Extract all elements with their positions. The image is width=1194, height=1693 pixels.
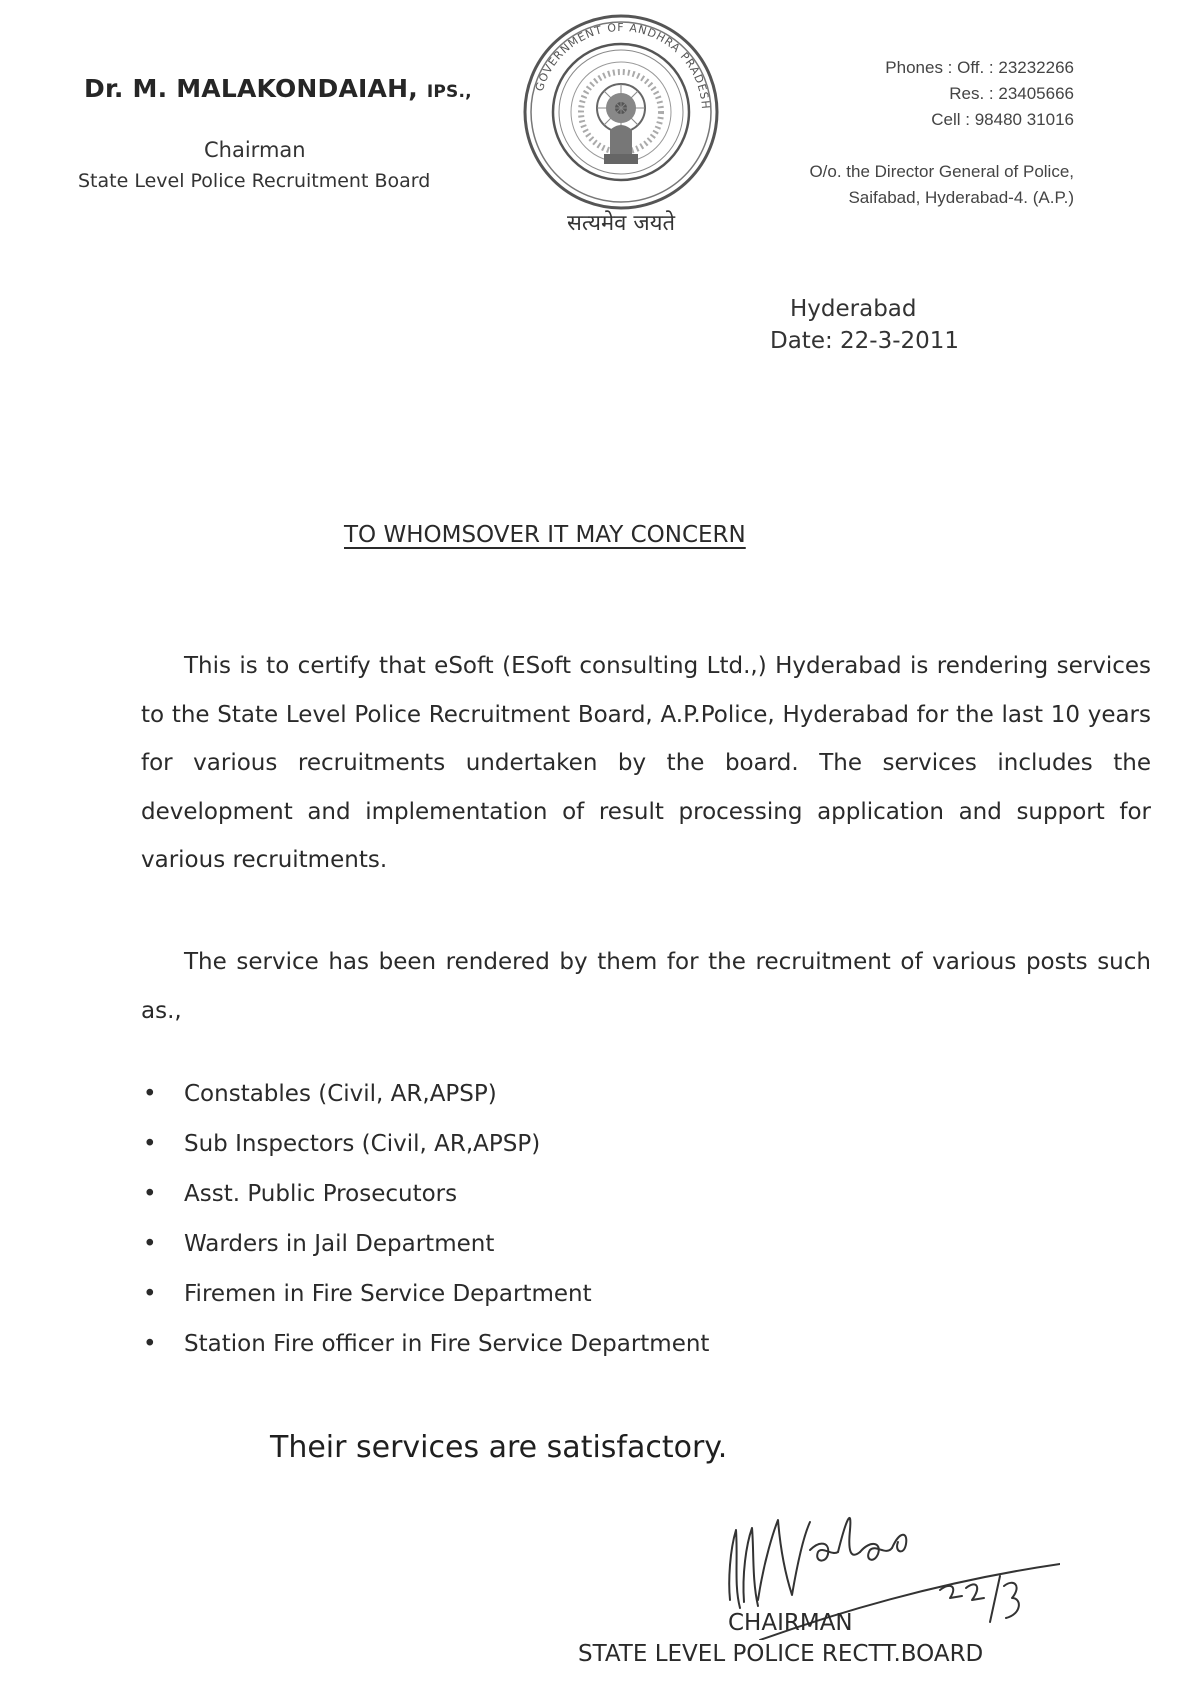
letter-date: Date: 22-3-2011	[770, 328, 960, 354]
chairman-name-suffix: IPS.,	[426, 82, 472, 102]
body-paragraph-2: The service has been rendered by them for the recruitment of various posts such as.,	[141, 949, 1151, 1024]
state-emblem-seal	[512, 8, 730, 248]
phone-cell: Cell : 98480 31016	[931, 110, 1074, 129]
board-name: State Level Police Recruitment Board	[78, 170, 431, 192]
list-item: • Sub Inspectors (Civil, AR,APSP)	[141, 1131, 709, 1181]
body-paragraph-1: This is to certify that eSoft (ESoft consulting Ltd.,) Hyderabad is rendering services to the State Level Police Recruitment Board, A.P.Police, Hyderabad for the last 10 years for various recruitments undertaken by the board. The services includes the development and implementation of result processing application and support for various recruitments.	[141, 653, 1151, 873]
address-line-2: Saifabad, Hyderabad-4. (A.P.)	[848, 188, 1074, 207]
chairman-title: Chairman	[204, 138, 306, 162]
emblem-motto: सत्यमेव जयते	[566, 211, 676, 236]
chairman-name	[84, 74, 472, 103]
svg-text:MMalako 22/3: MMalako 22/3	[700, 1490, 707, 1491]
signatory-title: CHAIRMAN	[728, 1610, 853, 1636]
chairman-name-text: Dr. M. MALAKONDAIAH,	[84, 74, 418, 103]
signatory-organization: STATE LEVEL POLICE RECTT.BOARD	[578, 1641, 984, 1667]
list-item: • Constables (Civil, AR,APSP)	[141, 1081, 709, 1131]
letter-subject: TO WHOMSOVER IT MAY CONCERN	[344, 522, 746, 548]
list-item: • Firemen in Fire Service Department	[141, 1281, 709, 1331]
phone-office: Phones : Off. : 23232266	[885, 58, 1074, 77]
svg-text:GOVERNMENT OF ANDHRA PRADESH: GOVERNMENT OF ANDHRA PRADESH	[532, 20, 713, 111]
phone-residence: Res. : 23405666	[949, 84, 1074, 103]
list-item: • Warders in Jail Department	[141, 1231, 709, 1281]
address-line-1: O/o. the Director General of Police,	[809, 162, 1074, 181]
list-item: • Asst. Public Prosecutors	[141, 1181, 709, 1231]
list-item: • Station Fire officer in Fire Service Department	[141, 1331, 709, 1381]
closing-statement: Their services are satisfactory.	[270, 1430, 728, 1465]
posts-list	[141, 1081, 709, 1381]
letter-place: Hyderabad	[790, 296, 917, 322]
